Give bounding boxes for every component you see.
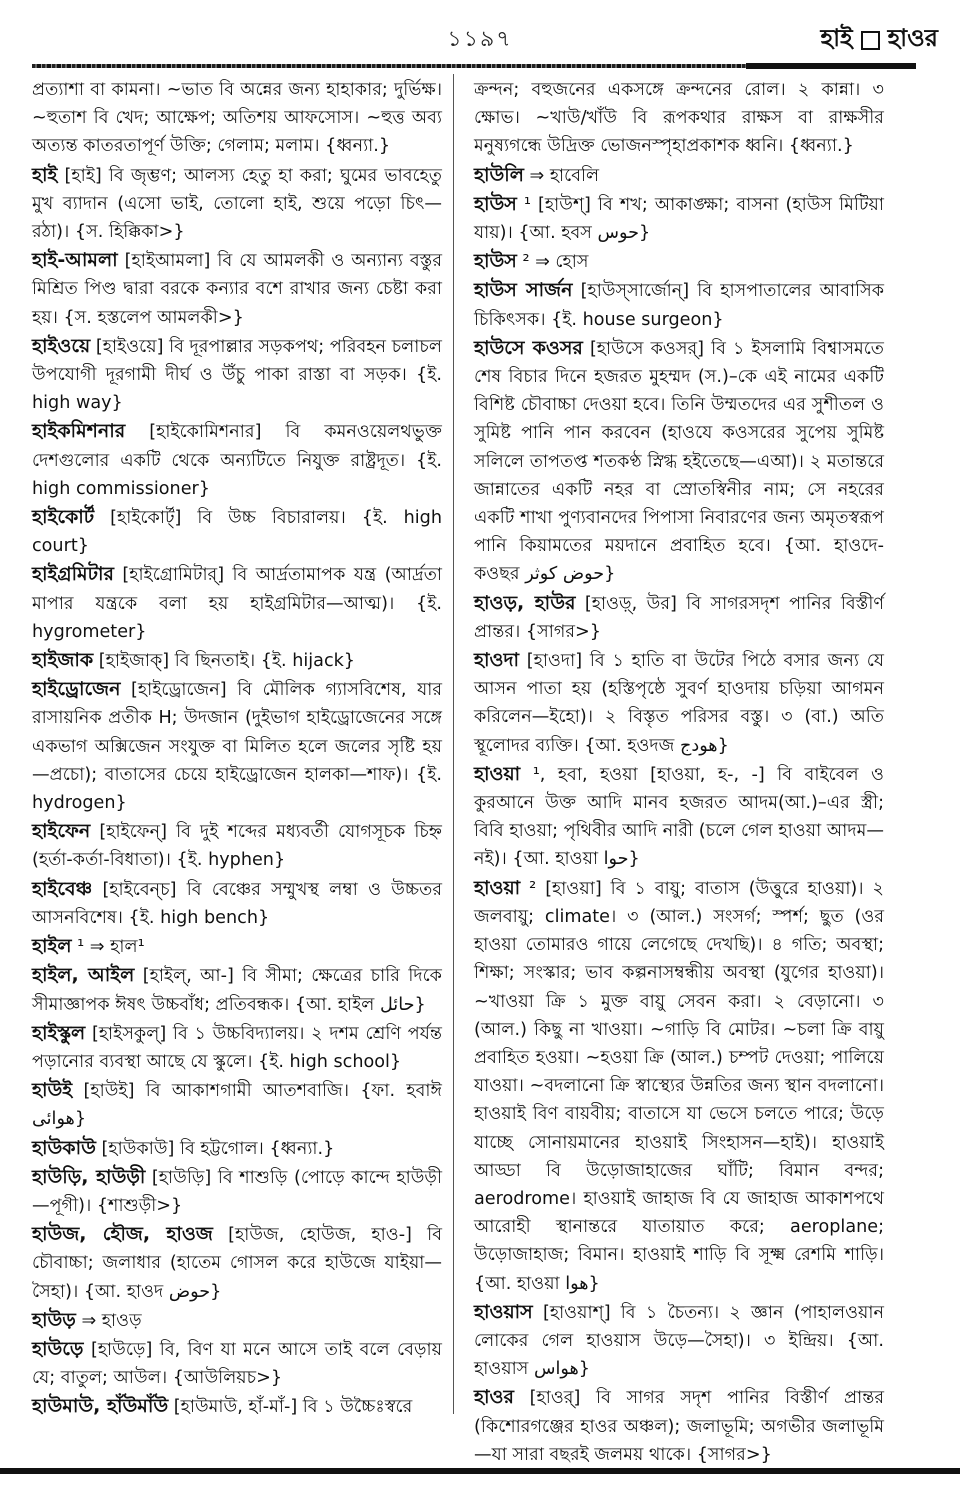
running-head bbox=[821, 20, 939, 60]
entry-definition: [হাইল্, আ-] বি সীমা; ক্ষেত্রের চারি দিকে সীমাজ্ঞাপক ঈষৎ উচ্চবাঁধ; প্রতিবন্ধক। {আ. হাইল حائل} bbox=[32, 966, 442, 1015]
dictionary-entry bbox=[474, 589, 884, 646]
entry-headword: হাওয়া bbox=[474, 762, 521, 785]
entry-headword: হাউড়ে bbox=[32, 1337, 84, 1360]
entry-definition: ¹, হবা, হওয়া [হাওয়া, হ-, -] বি বাইবেল ও কুরআনে উক্ত আদি মানব হজরত আদম(আ.)–এর স্ত্রী; বিবি হাওয়া; পৃথিবীর আদি নারী (চলে গেল হাওয়া আদম—নই)। {আ. হাওয়া حوا} bbox=[474, 764, 885, 870]
entry-headword: হাউজ, হৌজ, হাওজ bbox=[32, 1223, 213, 1246]
dictionary-entry bbox=[32, 1134, 442, 1163]
entry-definition: [হাইবেন্চ] বি বেঞ্চের সম্মুখস্থ লম্বা ও উচ্চতর আসনবিশেষ। {ই. high bench} bbox=[32, 879, 442, 928]
entry-headword: হাই-আমলা bbox=[32, 249, 118, 272]
entry-headword: হাইফেন bbox=[32, 820, 91, 843]
entry-headword: হাওদা bbox=[474, 649, 519, 672]
entry-definition: [হাউড়ে] বি, বিণ যা মনে আসে তাই বলে বেড়ায় যে; বাতুল; আউল। {আউলিয়চ>} bbox=[32, 1339, 443, 1389]
dictionary-entry bbox=[32, 1392, 442, 1421]
entry-headword: হাউকাউ bbox=[32, 1136, 96, 1159]
right-column bbox=[474, 76, 884, 1469]
entry-definition: [হাইজাক্] বি ছিনতাই। {ই. hijack} bbox=[98, 651, 355, 672]
dictionary-entry bbox=[32, 503, 442, 560]
dictionary-entry bbox=[474, 646, 884, 760]
entry-headword: হাওর bbox=[474, 1386, 514, 1409]
dictionary-entry bbox=[32, 1076, 442, 1133]
entry-definition: [হাইওয়ে] বি দূরপাল্লার সড়কপথ; পরিবহন চলাচল উপযোগী দূরগামী দীর্ঘ ও উঁচু পাকা রাস্তা বা সড়ক। {ই. high way} bbox=[32, 336, 443, 414]
entry-headword: হাইওয়ে bbox=[32, 334, 91, 357]
column-divider bbox=[453, 74, 454, 1414]
entry-headword: হাউমাউ, হাঁউমাঁউ bbox=[32, 1395, 169, 1418]
entry-headword: হাইড্রোজেন bbox=[32, 678, 121, 701]
dictionary-entry bbox=[474, 1383, 884, 1469]
dictionary-entry bbox=[474, 276, 884, 333]
entry-definition: [হাওদা] বি ১ হাতি বা উটের পিঠে বসার জন্য যে আসন পাতা হয় (হস্তিপৃষ্ঠে সুবর্ণ হাওদায় চড়িয়া আগমন করিলেন—ইহো)। ২ বিস্তৃত পরিসর বস্তু। ৩ (বা.) অতি স্থূলোদর ব্যক্তি। {আ. হওদজ هودج} bbox=[474, 651, 884, 756]
dictionary-entry bbox=[32, 332, 442, 418]
entry-headword: হাউস bbox=[474, 250, 517, 273]
top-rule-thick bbox=[746, 63, 916, 69]
entry-definition: [হাই] বি জৃম্ভণ; আলস্য হেতু হা করা; ঘুমের ভাবহেতু মুখ ব্যাদান (এসো ভাই, তোলো হাই, শুয়ে পড়ো চিৎ—রঠা)। {স. হিক্কিকা>} bbox=[32, 165, 442, 243]
dictionary-entry bbox=[32, 961, 442, 1018]
entry-headword: হাউড় bbox=[32, 1308, 76, 1331]
dictionary-entry bbox=[32, 1335, 442, 1392]
dictionary-entry bbox=[32, 1306, 442, 1335]
dictionary-entry bbox=[474, 76, 884, 161]
entry-headword: হাউই bbox=[32, 1079, 73, 1102]
entry-definition: [হাউসে কওসর্] বি ১ ইসলামি বিশ্বাসমতে শেষ বিচার দিনে হজরত মুহম্মদ (স.)–কে এই নামের একটি বিশিষ্ট চৌবাচ্চা দেওয়া হবে। তিনি উম্মতদের এর সুশীতল ও সুমিষ্ট পানি পান করবেন (হাওযে কওসরের সুপেয় সুমিষ্ট সলিলে তাপতপ্ত শতকণ্ঠ স্নিগ্ধ হইতেছে—এআ)। ২ মতান্তরে জান্নাতের একটি নহর বা স্রোতস্বিনীর নাম; সে নহরের একটি শাখা পুণ্যবানদের পিপাসা নিবারণের জন্য অমৃতস্বরূপ পানি কিয়ামতের ময়দানে প্রবাহিত হবে। {আ. হাওদে-কওছর حوض کوثر} bbox=[474, 338, 885, 585]
entry-definition: প্রত্যাশা বা কামনা। ~ভাত বি অন্নের জন্য হাহাকার; দুর্ভিক্ষ। ~হুতাশ বি খেদ; আক্ষেপ; অতিশয় আফসোস। ~হুত্ত অব্য অত্যন্ত কাতরতাপূর্ণ উক্তি; গেলাম; মলাম। {ধ্বন্যা.} bbox=[32, 80, 442, 157]
dictionary-entry bbox=[32, 1220, 442, 1306]
dictionary-entry bbox=[474, 1298, 884, 1384]
left-column bbox=[32, 76, 442, 1422]
dictionary-entry bbox=[32, 932, 442, 961]
entry-headword: হাইগ্রমিটার bbox=[32, 563, 114, 586]
running-head-separator-box bbox=[861, 31, 880, 50]
entry-definition: ⇒ হাওড় bbox=[81, 1310, 142, 1331]
entry-definition: [হাউজ, হোউজ, হাও-] বি চৌবাচ্চা; জলাধার (হাতেম গোসল করে হাউজে যাইয়া—সৈহা)। {আ. হাওদ حوض} bbox=[32, 1225, 442, 1302]
entry-definition: [হাউড়ি] বি শাশুড়ি (পোড়ে কান্দে হাউড়ী—পূগী)। {শাশুড়ী>} bbox=[32, 1167, 443, 1216]
entry-definition: [হাইফেন্] বি দুই শব্দের মধ্যবর্তী যোগসূচক চিহ্ন (হর্তা-কর্তা-বিধাতা)। {ই. hyphen} bbox=[32, 822, 442, 871]
entry-headword: হাওয়া bbox=[474, 876, 521, 899]
entry-definition: [হাউই] বি আকাশগামী আতশবাজি। {ফা. হবাঈ هوائی} bbox=[32, 1081, 442, 1130]
entry-definition: [হাইকোর্ট্] বি উচ্চ বিচারালয়। {ই. high court} bbox=[32, 508, 442, 557]
entry-headword: হাইকোর্ট bbox=[32, 506, 95, 529]
dictionary-entry bbox=[32, 1019, 442, 1076]
entry-definition: ⇒ হাবেলি bbox=[529, 165, 600, 186]
page-number: ১১৯৭ bbox=[447, 27, 513, 52]
entry-definition: [হাউস্‌সার্জোন্] বি হাসপাতালের আবাসিক চিকিৎসক। {ই. house surgeon} bbox=[474, 281, 885, 330]
entry-definition: ² [হাওয়া] বি ১ বায়ু; বাতাস (উত্তুরে হাওয়া)। ২ জলবায়ু; climate। ৩ (আল.) সংসর্গ; স্পর্শ; ছুত (ওর হাওয়া তোমারও গায়ে লেগেছে দেখছি)। ৪ গতি; অবস্থা; শিক্ষা; সংস্কার; ভাব কল্পনাসম্বন্ধীয় অবস্থা (যুগের হাওয়া)। ~খাওয়া ক্রি ১ মুক্ত বায়ু সেবন করা। ২ বেড়ানো। ৩ (আল.) কিছু না খাওয়া। ~গাড়ি বি মোটর। ~চলা ক্রি বায়ু প্রবাহিত হওয়া। ~হওয়া ক্রি (আল.) চম্পট দেওয়া; পালিয়ে যাওয়া। ~বদলানো ক্রি স্বাস্থ্যের উন্নতির জন্য স্থান বদলানো। হাওয়াই বিণ বায়বীয়; বাতাসে যা ভেসে চলতে পারে; উড়ে যাচ্ছে সোনায়মানের হাওয়াই সিংহাসন—হাই)। হাওয়াই আড্ডা বি উড়োজাহাজের ঘাঁটি; বিমান বন্দর; aerodrome। হাওয়াই জাহাজ বি যে জাহাজ আকাশপথে আরোহী স্থানান্তরে যাতায়াত করে; aeroplane; উড়োজাহাজ; বিমান। হাওয়াই শাড়ি বি সূক্ষ্ম রেশমি শাড়ি। {আ. হাওয়া هوا} bbox=[474, 878, 884, 1294]
bottom-rule bbox=[0, 1468, 960, 1474]
dictionary-entry bbox=[474, 161, 884, 190]
entry-definition: ¹ [হাউশ্] বি শখ; আকাঙ্ক্ষা; বাসনা (হাউস মিটিয়া যায়)। {আ. হবস حوس} bbox=[474, 194, 884, 244]
dictionary-entry bbox=[32, 817, 442, 874]
dictionary-entry bbox=[32, 417, 442, 503]
dictionary-entry bbox=[32, 246, 442, 332]
entry-headword: হাউস bbox=[474, 192, 517, 215]
entry-headword: হাইল, আইল bbox=[32, 964, 135, 987]
running-head-first: হাই bbox=[820, 24, 853, 52]
entry-definition: [হাউমাউ, হাঁ-মাঁ-] বি ১ উচ্চৈঃস্বরে bbox=[173, 1397, 413, 1418]
dictionary-entry bbox=[32, 1163, 442, 1220]
entry-definition: [হাওর্] বি সাগর সদৃশ পানির বিস্তীর্ণ প্রান্তর (কিশোরগঞ্জের হাওর অঞ্চল); জলাভূমি; অগভীর জলাভূমি—যা সারা বছরই জলময় থাকে। {সাগর>} bbox=[474, 1388, 885, 1465]
entry-headword: হাইস্কুল bbox=[32, 1021, 86, 1044]
entry-definition: [হাইকোমিশনার] বি কমনওয়েলথভুক্ত দেশগুলোর একটি থেকে অন্যটিতে নিযুক্ত রাষ্ট্রদূত। {ই. high commissioner} bbox=[32, 422, 443, 499]
dictionary-entry bbox=[32, 675, 442, 817]
entry-definition: ¹ ⇒ হাল¹ bbox=[77, 937, 145, 958]
page-header bbox=[0, 0, 960, 62]
dictionary-entry bbox=[32, 161, 442, 247]
entry-headword: হাউলি bbox=[474, 163, 524, 186]
dictionary-entry bbox=[474, 760, 884, 874]
entry-headword: হাইকমিশনার bbox=[32, 420, 126, 443]
dictionary-entry bbox=[32, 76, 442, 161]
entry-definition: [হাইড্রোজেন] বি মৌলিক গ্যাসবিশেষ, যার রাসায়নিক প্রতীক H; উদজান (দুইভাগ হাইড্রোজেনের সঙ্গে একভাগ অক্সিজেন সংযুক্ত বা মিলিত হলে জলের সৃষ্টি হয়—প্রচো); বাতাসের চেয়ে হাইড্রোজেন হালকা—শাফ)। {ই. hydrogen} bbox=[32, 680, 442, 814]
entry-definition: [হাইআমলা] বি যে আমলকী ও অন্যান্য বস্তুর মিশ্রিত পিণ্ড দ্বারা বরকে কন্যার বশে রাখার জন্য চেষ্টা করা হয়। {স. হস্তলেপ আমলকী>} bbox=[32, 251, 442, 328]
entry-headword: হাউসে কওসর bbox=[474, 336, 583, 359]
entry-definition: [হাওয়াশ্] বি ১ চৈতন্য। ২ জ্ঞান (পাহালওয়ান লোকের গেল হাওয়াস উড়ে—সৈহা)। ৩ ইন্দ্রিয়। {আ. হাওয়াস هواس} bbox=[474, 1302, 885, 1380]
entry-headword: হাউস সার্জন bbox=[474, 279, 573, 302]
dictionary-entry bbox=[32, 875, 442, 932]
running-head-last: হাওর bbox=[887, 24, 938, 52]
entry-definition: [হাইগ্রোমিটার্] বি আর্দ্রতামাপক যন্ত্র (আর্দ্রতা মাপার যন্ত্রকে বলা হয় হাইগ্রমিটার—আত্ম)। {ই. hygrometer} bbox=[32, 565, 443, 642]
entry-headword: হাইবেঞ্চ bbox=[32, 877, 93, 900]
entry-definition: ক্রন্দন; বহুজনের একসঙ্গে ক্রন্দনের রোল। ২ কান্না। ৩ ক্ষোভ। ~খাউ/খাঁউ বি রূপকথার রাক্ষস বা রাক্ষসীর মনুষ্যগন্ধে উদ্রিক্ত ভোজনস্পৃহাপ্রকাশক ধ্বনি। {ধ্বন্যা.} bbox=[474, 80, 884, 157]
entry-headword: হাই bbox=[32, 163, 58, 186]
entry-definition: ² ⇒ হোস bbox=[522, 252, 589, 273]
entry-headword: হাউড়ি, হাউড়ী bbox=[32, 1165, 146, 1188]
entry-definition: [হাইসকুল্] বি ১ উচ্চবিদ্যালয়। ২ দশম শ্রেণি পর্যন্ত পড়ানোর ব্যবস্থা আছে যে স্কুলে। {ই. high school} bbox=[32, 1023, 442, 1072]
dictionary-entry bbox=[474, 334, 884, 589]
entry-definition: [হাউকাউ] বি হট্টগোল। {ধ্বন্যা.} bbox=[101, 1138, 335, 1159]
dictionary-entry bbox=[32, 646, 442, 675]
dictionary-entry bbox=[474, 247, 884, 276]
entry-definition: [হাওড়্, উর] বি সাগরসদৃশ পানির বিস্তীর্ণ প্রান্তর। {সাগর>} bbox=[474, 593, 885, 642]
dictionary-entry bbox=[32, 560, 442, 646]
entry-headword: হাওয়াস bbox=[474, 1300, 533, 1323]
dictionary-entry bbox=[474, 874, 884, 1298]
entry-headword: হাওড়, হাউর bbox=[474, 591, 576, 614]
entry-headword: হাইল bbox=[32, 935, 72, 958]
entry-headword: হাইজাক bbox=[32, 649, 94, 672]
dictionary-entry bbox=[474, 190, 884, 247]
